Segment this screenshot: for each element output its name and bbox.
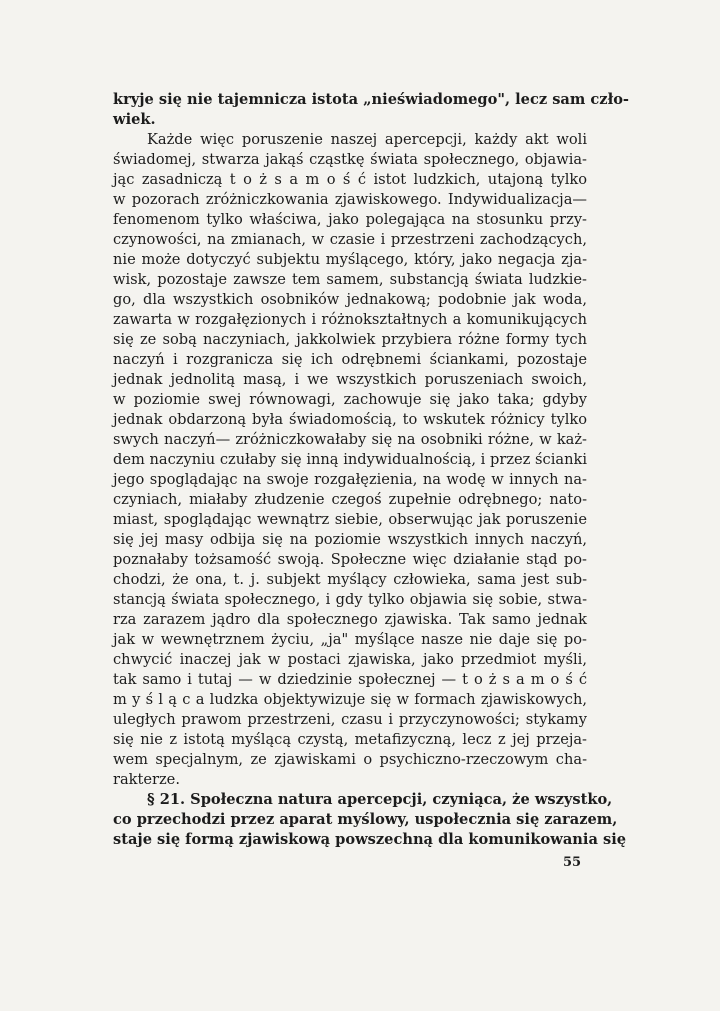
text-line: poznałaby tożsamość swoją. Społeczne więc działanie stąd po-	[113, 551, 587, 568]
text-line: stancją świata społecznego, i gdy tylko objawia się sobie, stwa-	[113, 591, 587, 608]
text-line: § 21. Społeczna natura apercepcji, czyniąca, że wszystko,	[147, 791, 613, 808]
text-line: się nie z istotą myślącą czystą, metafizyczną, lecz z jej przeja-	[113, 731, 587, 748]
text-line: świadomej, stwarza jakąś cząstkę świata społecznego, objawia-	[113, 151, 587, 168]
text-line: chwycić inaczej jak w postaci zjawiska, jako przedmiot myśli,	[113, 651, 587, 668]
text-line: staje się formą zjawiskową powszechną dla komunikowania się	[113, 831, 627, 848]
text-line: kryje się nie tajemnicza istota „nieświadomego", lecz sam czło-	[113, 91, 629, 108]
body-text	[113, 90, 629, 850]
text-line: uległych prawom przestrzeni, czasu i przyczynowości; stykamy	[113, 711, 587, 728]
text-line: jąc zasadniczą t o ż s a m o ś ć istot ludzkich, utajoną tylko	[113, 171, 587, 188]
text-line: miast, spoglądając wewnątrz siebie, obserwując jak poruszenie	[113, 511, 587, 528]
text-line: się jej masy odbija się na poziomie wszystkich innych naczyń,	[113, 531, 587, 548]
page-number: 55	[563, 855, 582, 870]
text-line: się ze sobą naczyniach, jakkolwiek przybiera różne formy tych	[113, 331, 587, 348]
text-line: tak samo i tutaj — w dziedzinie społecznej — t o ż s a m o ś ć	[113, 671, 587, 688]
text-line: rakterze.	[113, 771, 180, 788]
text-line: jego spoglądając na swoje rozgałęzienia, na wodę w innych na-	[113, 471, 587, 488]
text-line: naczyń i rozgranicza się ich odrębnemi ściankami, pozostaje	[113, 351, 587, 368]
text-line: wisk, pozostaje zawsze tem samem, substancją świata ludzkie-	[113, 271, 587, 288]
text-line: czynowości, na zmianach, w czasie i przestrzeni zachodzących,	[113, 231, 587, 248]
text-line: zawarta w rozgałęzionych i różnokształtnych a komunikujących	[113, 311, 587, 328]
text-line: czyniach, miałaby złudzenie czegoś zupełnie odrębnego; nato-	[113, 491, 587, 508]
text-line: chodzi, że ona, t. j. subjekt myślący człowieka, sama jest sub-	[113, 571, 587, 588]
text-line: wem specjalnym, ze zjawiskami o psychiczno-rzeczowym cha-	[113, 751, 587, 768]
text-line: jednak obdarzoną była świadomością, to wskutek różnicy tylko	[113, 411, 587, 428]
text-line: w pozorach zróżniczkowania zjawiskowego. Indywidualizacja—	[113, 191, 587, 208]
text-line: jednak jednolitą masą, i we wszystkich poruszeniach swoich,	[113, 371, 587, 388]
text-line: w poziomie swej równowagi, zachowuje się jako taka; gdyby	[113, 391, 587, 408]
text-line: wiek.	[113, 111, 156, 128]
text-line: rza zarazem jądro dla społecznego zjawiska. Tak samo jednak	[113, 611, 587, 628]
text-line: nie może dotyczyć subjektu myślącego, który, jako negacja zja-	[113, 251, 587, 268]
text-line: co przechodzi przez aparat myślowy, uspołecznia się zarazem,	[113, 811, 618, 828]
text-line: m y ś l ą c a ludzka objektywizuje się w formach zjawiskowych,	[113, 691, 587, 708]
text-line: dem naczyniu czułaby się inną indywidualnością, i przez ścianki	[113, 451, 587, 468]
text-line: swych naczyń— zróżniczkowałaby się na osobniki różne, w każ-	[113, 431, 587, 448]
text-line: jak w wewnętrznem życiu, „ja" myślące nasze nie daje się po-	[113, 631, 587, 648]
text-line: go, dla wszystkich osobników jednakową; podobnie jak woda,	[113, 291, 587, 308]
text-line: fenomenom tylko właściwa, jako polegająca na stosunku przy-	[113, 211, 587, 228]
text-line: Każde więc poruszenie naszej apercepcji, każdy akt woli	[147, 131, 587, 148]
